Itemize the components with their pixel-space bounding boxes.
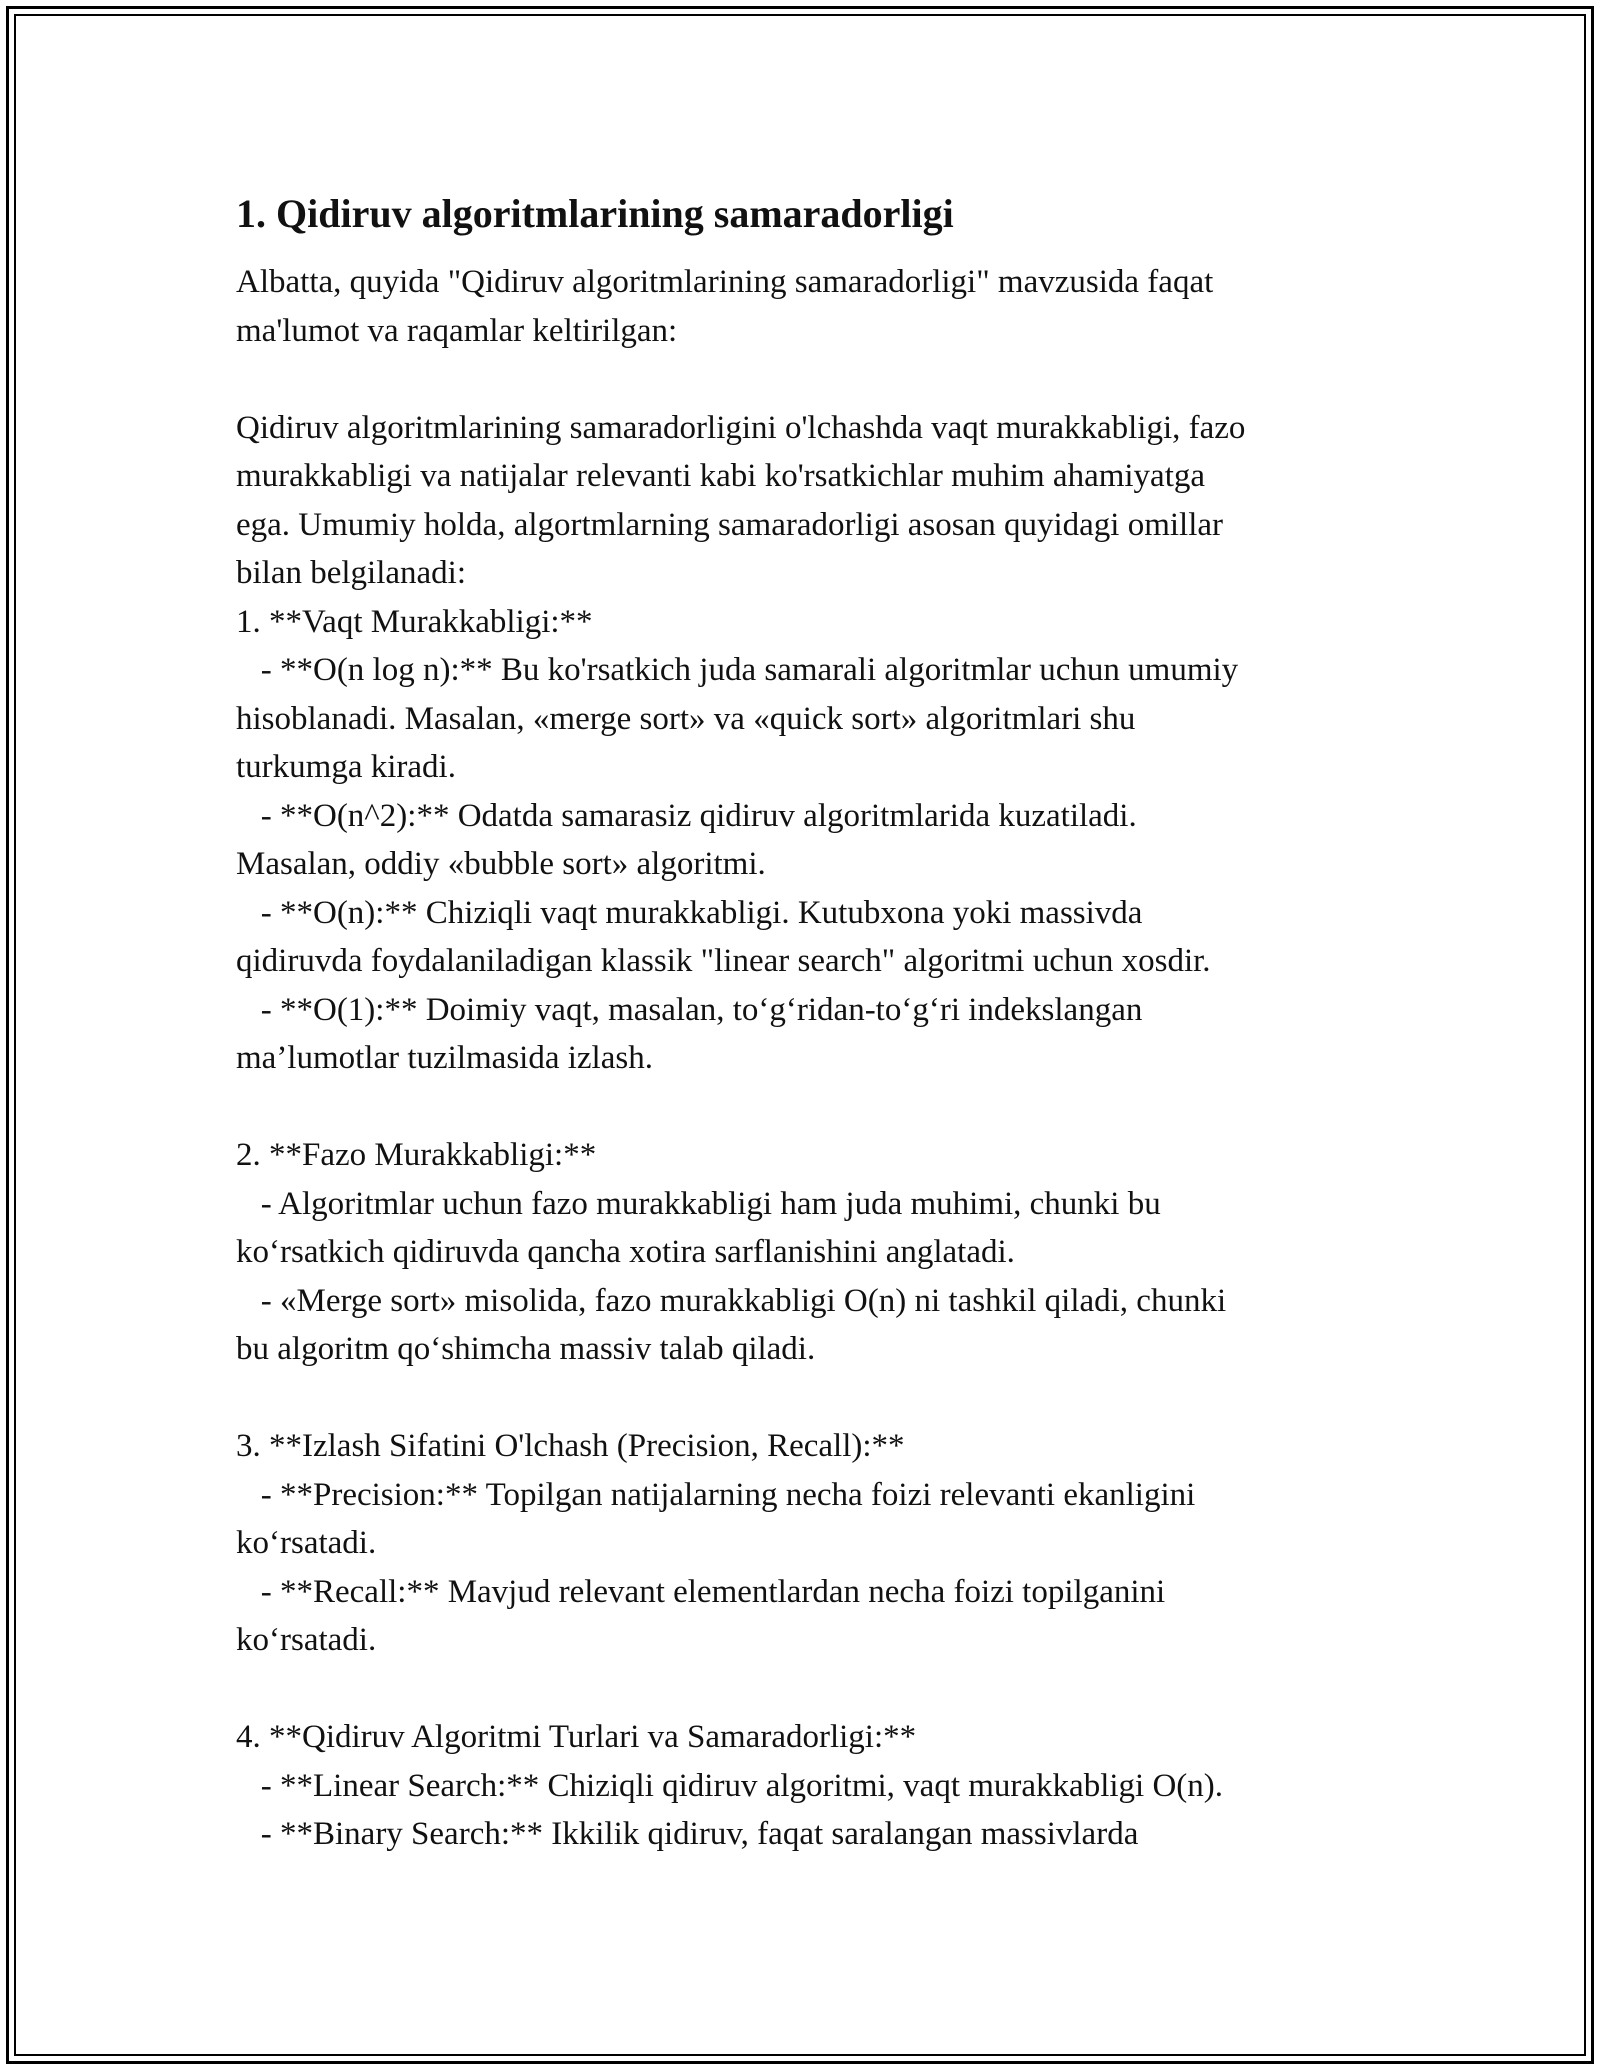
section1-line: - **O(n^2):** Odatda samarasiz qidiruv algoritmlarida kuzatiladi. xyxy=(236,797,1137,834)
paragraph-line: bilan belgilanadi: xyxy=(236,555,467,591)
section1-line: turkumga kiradi. xyxy=(236,749,456,785)
intro-line: Albatta, quyida "Qidiruv algoritmlarining samaradorligi" mavzusida faqat xyxy=(236,264,1214,300)
blank-line xyxy=(236,1083,1396,1132)
section3-line: - **Recall:** Mavjud relevant elementlardan necha foizi topilganini xyxy=(236,1573,1166,1610)
section2-line: - «Merge sort» misolida, fazo murakkabligi O(n) ni tashkil qiladi, chunki xyxy=(236,1282,1227,1319)
section4-line: - **Linear Search:** Chiziqli qidiruv algoritmi, vaqt murakkabligi O(n). xyxy=(236,1767,1224,1804)
intro-line: ma'lumot va raqamlar keltirilgan: xyxy=(236,312,678,349)
section3-line: ko‘rsatadi. xyxy=(236,1622,377,1658)
document-title: 1. Qidiruv algoritmlarining samaradorligi xyxy=(236,191,954,236)
blank-line xyxy=(236,1374,1396,1423)
section1-line: Masalan, oddiy «bubble sort» algoritmi. xyxy=(236,846,766,882)
section4-line: - **Binary Search:** Ikkilik qidiruv, faqat saralangan massivlarda xyxy=(236,1816,1139,1852)
section3-heading: 3. **Izlash Sifatini O'lchash (Precision, Recall):** xyxy=(236,1428,905,1464)
section2-line: - Algoritmlar uchun fazo murakkabligi ham juda muhimi, chunki bu xyxy=(236,1185,1161,1222)
blank-line xyxy=(236,355,1396,404)
section4-heading: 4. **Qidiruv Algoritmi Turlari va Samaradorligi:** xyxy=(236,1719,917,1755)
section1-line: qidiruvda foydalaniladigan klassik "linear search" algoritmi uchun xosdir. xyxy=(236,943,1211,979)
blank-line xyxy=(236,1665,1396,1714)
paragraph-line: ega. Umumiy holda, algortmlarning samaradorligi asosan quyidagi omillar xyxy=(236,506,1224,543)
section1-line: - **O(n log n):** Bu ko'rsatkich juda samarali algoritmlar uchun umumiy xyxy=(236,652,1239,688)
section3-line: - **Precision:** Topilgan natijalarning necha foizi relevanti ekanligini xyxy=(236,1476,1196,1513)
section3-line: ko‘rsatadi. xyxy=(236,1525,377,1561)
paragraph-line: murakkabligi va natijalar relevanti kabi ko'rsatkichlar muhim ahamiyatga xyxy=(236,458,1206,494)
section2-line: bu algoritm qo‘shimcha massiv talab qiladi. xyxy=(236,1331,816,1367)
section1-line: ma’lumotlar tuzilmasida izlash. xyxy=(236,1040,653,1076)
section2-line: ko‘rsatkich qidiruvda qancha xotira sarflanishini anglatadi. xyxy=(236,1234,1015,1270)
section1-line: hisoblanadi. Masalan, «merge sort» va «quick sort» algoritmlari shu xyxy=(236,700,1136,737)
document-body xyxy=(236,190,1396,1859)
paragraph-line: Qidiruv algoritmlarining samaradorligini o'lchashda vaqt murakkabligi, fazo xyxy=(236,409,1246,446)
section1-line: - **O(1):** Doimiy vaqt, masalan, to‘g‘ridan-to‘g‘ri indekslangan xyxy=(236,991,1143,1028)
section1-heading: 1. **Vaqt Murakkabligi:** xyxy=(236,603,593,640)
section2-heading: 2. **Fazo Murakkabligi:** xyxy=(236,1137,597,1173)
section1-line: - **O(n):** Chiziqli vaqt murakkabligi. Kutubxona yoki massivda xyxy=(236,894,1143,931)
